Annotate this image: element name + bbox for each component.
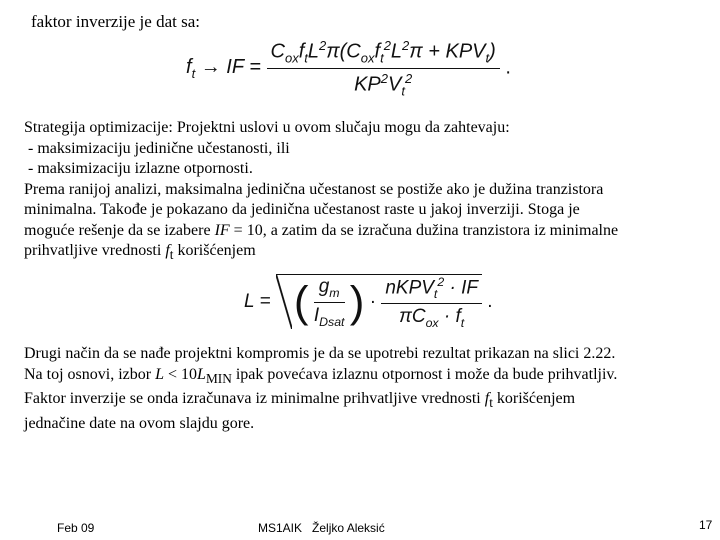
text-run: korišćenjem (492, 390, 576, 408)
footer-author: MS1AIK Željko Aleksić (258, 521, 385, 535)
text-run: ipak povećava izlaznu otpornost i može da bude prihvatljiv. (231, 365, 618, 383)
equation-inversion-factor: $f_t$ → IF = $\frac{C_{ox}f_tL^2\pi(C_{ox}f_t^2L^2\pi + KPV_t)}{KP^2V_t^2}$ . (186, 38, 511, 99)
text-run: prihvatljive vrednosti (24, 242, 166, 259)
text-run: Faktor inverzije se onda izračunava iz minimalne prihvatljive vrednosti (24, 390, 485, 408)
text-line (24, 389, 710, 414)
symbol-f: f (165, 242, 170, 259)
text-line: Strategija optimizacije: Projektni uslovi u ovom slučaju mogu da zahtevaju: (24, 119, 510, 136)
symbol-if: IF (214, 221, 230, 239)
equation-length: L = ( $\frac{g_m}{I_{Dsat}}$ ) · $\frac{nKPV_t^2 \cdot IF}{\pi C_{ox} \cdot f_t}$ . (244, 275, 493, 330)
paragraph-optimization-strategy (24, 118, 710, 266)
symbol-f: f (484, 390, 490, 408)
symbol-sub: t (489, 395, 493, 411)
symbol-l: L (155, 365, 164, 383)
text-line: Drugi način da se nađe projektni kompromis je da se upotrebi rezultat prikazan na slici 2.22. (24, 345, 616, 362)
text-line: jednačine date na ovom slajdu gore. (24, 414, 255, 432)
page-number: 17 (699, 518, 713, 532)
text-run: Na toj osnovi, izbor (24, 365, 156, 383)
text-line (24, 241, 710, 266)
text-line (24, 221, 710, 242)
text-run: = 10, a zatim da se izračuna dužina tranzistora iz minimalne (229, 221, 619, 239)
text-run: korišćenjem (173, 242, 256, 259)
text-run: moguće rešenje da se izabere (24, 221, 215, 239)
text-line (24, 365, 710, 390)
text-line: - maksimizaciju jedinične učestanosti, ili (24, 139, 290, 157)
symbol-sub: t (169, 247, 174, 263)
footer-date: Feb 09 (57, 521, 95, 535)
symbol-l: L (197, 365, 206, 383)
text-line: - maksimizaciju izlazne otpornosti. (24, 160, 253, 177)
text-run: < 10 (164, 365, 198, 383)
text-line: Prema ranijoj analizi, maksimalna jedinična učestanost se postiže ako je dužina tranzistora (24, 180, 604, 198)
text-line: minimalna. Takođe je pokazano da jedinična učestanost raste u jakoj inverziji. Stoga je (24, 201, 580, 218)
paragraph-compromise (24, 344, 710, 434)
intro-text: faktor inverzije je dat sa: (31, 12, 200, 31)
symbol-sub: MIN (205, 370, 232, 386)
